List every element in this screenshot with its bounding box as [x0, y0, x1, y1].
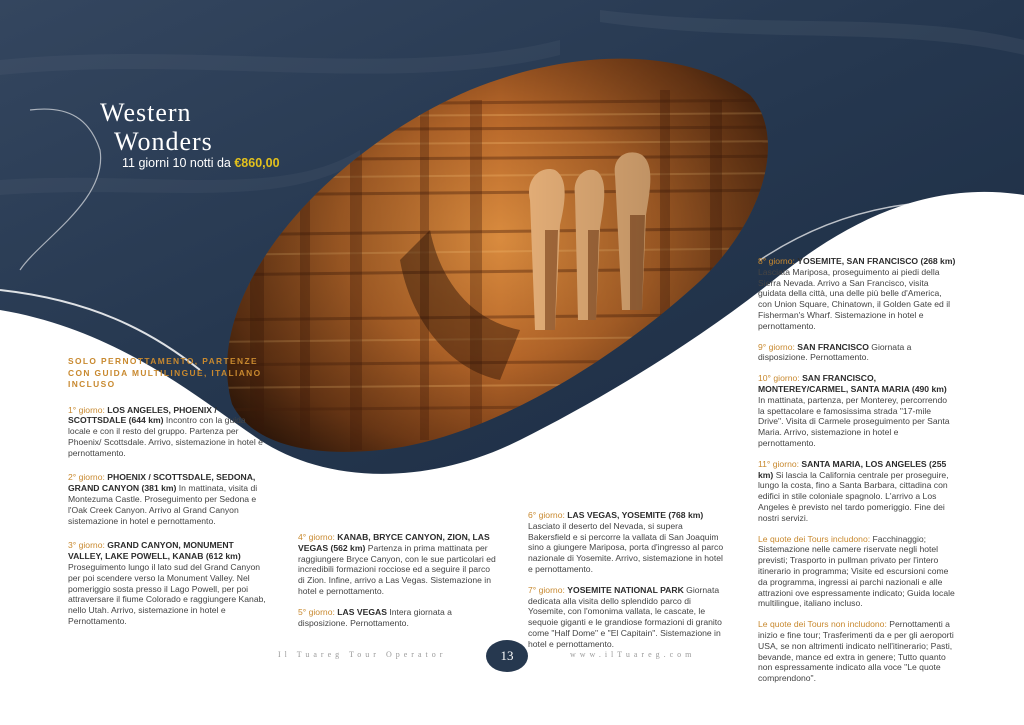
title: [100, 98, 213, 156]
day-6: 6° giorno: LAS VEGAS, YOSEMITE (768 km) Lasciato il deserto del Nevada, si supera Bakersfield e si percorre la vallata di San Joaquim sino a giungere Mariposa, porta d'ingresso al parco nazionale di Yosemite. Arrivo, sistemazione in hotel e pernottamento.: [528, 510, 724, 574]
subtitle-prefix: 11 giorni 10 notti da: [122, 156, 235, 170]
day-7: 7° giorno: YOSEMITE NATIONAL PARK Giornata dedicata alla visita dello splendido parco di Yosemite, con l'omonima vallata, le cascate, le sequoie giganti e le grandiose formazioni di granito come "Half Dome" e "El Capitain". Sistemazione in hotel e pernottamento.: [528, 584, 722, 649]
excludes: Le quote dei Tours non includono: Pernottamenti a inizio e fine tour; Trasferimenti da e per gli aeroporti USA, se non altrimenti indicato nell'itinerario; Pasti, bevande, mance ed extra in genere; Tutto quanto non espressamente indicato alla voce "Le quote comprendono".: [758, 619, 954, 684]
day-3: 3° giorno: GRAND CANYON, MONUMENT VALLEY, LAKE POWELL, KANAB (612 km) Proseguimento lungo il lato sud del Grand Canyon per poi scendere verso la Monument Valley. Nel pomeriggio sosta presso il Lago Powell, per poi attraversare il fiume Colorado e raggiungere Kanab, nello Utah. Arrivo, sistemazione in hotel e Pernottamento.: [68, 540, 266, 627]
itinerary-column-4: [758, 256, 956, 694]
day-1: 1° giorno: LOS ANGELES, PHOENIX / SCOTTSDALE (644 km) Incontro con la guida locale e con il resto del gruppo. Partenza per Phoenix/ Scottsdale. Arrivo, sistemazione in hotel e pernottamento.: [68, 404, 263, 458]
itinerary-column-1: [68, 356, 268, 637]
title-line-1: Western: [100, 98, 192, 127]
footer-brand: Il Tuareg Tour Operator: [278, 650, 447, 659]
includes: Le quote dei Tours includono: Facchinaggio; Sistemazione nelle camere riservate negli hotel previsti; Trasporto in pullman privato per l'intero itinerario in programma; Visite ed escursioni come da programma, ingressi ai parchi nazionali e alle attrazioni ove espressamente indicato; Guida locale multilingue, italiano incluso.: [758, 533, 955, 609]
page-number: 13: [486, 640, 528, 672]
title-line-2: Wonders: [114, 127, 213, 156]
intro-heading: SOLO PERNOTTAMENTO, PARTENZE CON GUIDA MULTILINGUE, ITALIANO INCLUSO: [68, 356, 262, 389]
itinerary-column-2: [298, 532, 496, 638]
price: €860,00: [234, 156, 280, 170]
day-8: 8° giorno: YOSEMITE, SAN FRANCISCO (268 km) Lasciata Mariposa, proseguimento ai piedi della Sierra Nevada. Arrivo a San Francisco, visita guidata della città, una delle più belle d'America, con Union Square, Chinatown, il Golden Gate ed il Fisherman's Wharf. Sistemazione in hotel e pernottamento.: [758, 256, 956, 331]
day-4: 4° giorno: KANAB, BRYCE CANYON, ZION, LAS VEGAS (562 km) Partenza in prima mattinata per raggiungere Bryce Canyon, con le sue particolari ed incredibili formazioni rocciose ed a seguire il parco di Zion. Infine, arrivo a Las Vegas. Sistemazione in hotel e pernottamento.: [298, 532, 496, 596]
day-9: 9° giorno: SAN FRANCISCO Giornata a disposizione. Pernottamento.: [758, 341, 912, 363]
day-11: 11° giorno: SANTA MARIA, LOS ANGELES (255 km) Si lascia la California centrale per proseguire, lungo la costa, fino a Santa Barbara, cittadina con edifici in stile coloniale spagnolo. L'arrivo a Los Angeles è previsto nel tardo pomeriggio. Fine dei nostri servizi.: [758, 458, 949, 523]
day-5: 5° giorno: LAS VEGAS Intera giornata a disposizione. Pernottamento.: [298, 606, 452, 628]
day-10: 10° giorno: SAN FRANCISCO, MONTEREY/CARMEL, SANTA MARIA (490 km) In mattinata, partenza, per Monterey, percorrendo la spettacolare e famosissima strada "17-mile Drive". Visita di Carmele proseguimento per Santa Maria. Arrivo, sistemazione in hotel e pernottamento.: [758, 373, 950, 448]
itinerary-column-3: [528, 510, 726, 660]
day-2: 2° giorno: PHOENIX / SCOTTSDALE, SEDONA, GRAND CANYON (381 km) In mattinata, visita di Montezuma Castle. Proseguimento per Sedona e l'Oak Creek Canyon. Arrivo al Grand Canyon sistemazione in hotel e pernottamento.: [68, 472, 258, 526]
footer-website: www.ilTuareg.com: [570, 650, 696, 659]
subtitle: [122, 156, 280, 170]
